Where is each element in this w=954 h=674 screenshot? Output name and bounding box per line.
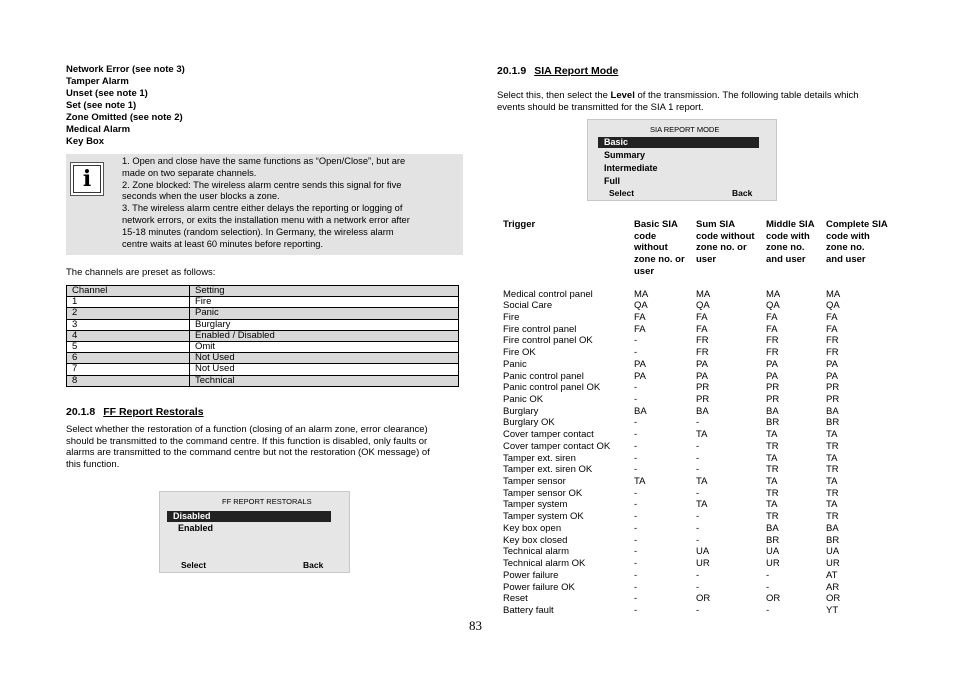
trigger-cell: Technical alarm xyxy=(503,546,569,558)
back-softkey[interactable]: Back xyxy=(303,560,324,570)
header-line: zone no. or xyxy=(696,242,747,254)
sum-cell: FA xyxy=(696,311,708,323)
complete-cell: UR xyxy=(826,558,840,570)
middle-cell: TA xyxy=(766,452,778,464)
sum-cell: - xyxy=(696,581,700,593)
header-line: code with xyxy=(826,230,870,242)
basic-cell: PA xyxy=(634,370,646,382)
section-number: 20.1.8 xyxy=(66,406,96,418)
sum-cell: - xyxy=(696,569,700,581)
middle-cell: BA xyxy=(766,522,779,534)
header-setting: Setting xyxy=(190,286,459,297)
complete-cell: TR xyxy=(826,464,839,476)
middle-cell: PR xyxy=(766,382,780,394)
header-line: without xyxy=(634,242,668,254)
trigger-cell: Reset xyxy=(503,593,528,605)
sum-cell: - xyxy=(696,464,700,476)
complete-cell: FR xyxy=(826,335,839,347)
complete-cell: BA xyxy=(826,405,839,417)
trigger-cell: Power failure xyxy=(503,569,559,581)
middle-cell: PA xyxy=(766,358,778,370)
section-number: 20.1.9 xyxy=(497,65,527,77)
basic-cell: - xyxy=(634,347,638,359)
preset-text: The channels are preset as follows: xyxy=(66,267,216,278)
middle-cell: TA xyxy=(766,499,778,511)
sum-cell: OR xyxy=(696,593,711,605)
complete-cell: TA xyxy=(826,452,838,464)
basic-cell: - xyxy=(634,511,638,523)
sum-cell: TA xyxy=(696,499,708,511)
complete-cell: FA xyxy=(826,311,838,323)
table-row xyxy=(503,406,903,418)
sia-paragraph xyxy=(497,90,859,113)
complete-cell: AT xyxy=(826,569,838,581)
trigger-cell: Key box closed xyxy=(503,534,568,546)
basic-cell: PA xyxy=(634,358,646,370)
sum-cell: PA xyxy=(696,370,708,382)
table-row xyxy=(503,558,903,570)
middle-cell: TR xyxy=(766,511,779,523)
sum-cell: - xyxy=(696,440,700,452)
complete-cell: PA xyxy=(826,370,838,382)
sum-cell: - xyxy=(696,604,700,616)
header-line: Basic SIA xyxy=(634,219,678,230)
table-row xyxy=(503,417,903,429)
trigger-cell: Panic control panel xyxy=(503,370,584,382)
channel-cell: 8 xyxy=(67,375,190,386)
note-line: made on two separate channels. xyxy=(122,167,257,178)
basic-cell: - xyxy=(634,487,638,499)
header-basic-sia xyxy=(634,219,685,278)
middle-cell: MA xyxy=(766,288,781,300)
table-row xyxy=(67,342,459,353)
note-line: 2. Zone blocked: The wireless alarm centre sends this signal for five xyxy=(122,179,402,190)
info-icon: i xyxy=(70,162,104,196)
table-row xyxy=(503,511,903,523)
table-row xyxy=(503,300,903,312)
setting-cell: Not Used xyxy=(190,364,459,375)
basic-cell: - xyxy=(634,335,638,347)
setting-cell: Enabled / Disabled xyxy=(190,330,459,341)
basic-cell: - xyxy=(634,429,638,441)
sum-cell: - xyxy=(696,511,700,523)
table-row xyxy=(503,312,903,324)
table-row xyxy=(503,464,903,476)
middle-cell: - xyxy=(766,581,770,593)
complete-cell: YT xyxy=(826,604,839,616)
event-item: Tamper Alarm xyxy=(66,76,129,87)
select-softkey[interactable]: Select xyxy=(181,560,207,570)
trigger-cell: Fire xyxy=(503,311,520,323)
page-number: 83 xyxy=(469,618,482,633)
option-full[interactable]: Full xyxy=(604,176,620,186)
section-title: SIA Report Mode xyxy=(534,65,619,77)
setting-cell: Not Used xyxy=(190,353,459,364)
event-item: Network Error (see note 3) xyxy=(66,64,185,75)
basic-cell: - xyxy=(634,393,638,405)
option-disabled[interactable]: Disabled xyxy=(167,511,331,522)
basic-cell: - xyxy=(634,593,638,605)
complete-cell: TR xyxy=(826,487,839,499)
complete-cell: PA xyxy=(826,358,838,370)
trigger-cell: Technical alarm OK xyxy=(503,558,586,570)
table-row xyxy=(67,297,459,308)
note-line: centre waits at least 60 minutes before reporting. xyxy=(122,238,324,249)
channel-cell: 7 xyxy=(67,364,190,375)
screen-title: FF REPORT RESTORALS xyxy=(222,497,312,506)
table-row xyxy=(503,593,903,605)
header-line: Complete SIA xyxy=(826,219,888,230)
table-row xyxy=(503,382,903,394)
select-softkey[interactable]: Select xyxy=(609,188,635,198)
sum-cell: - xyxy=(696,522,700,534)
table-row xyxy=(503,499,903,511)
trigger-cell: Panic OK xyxy=(503,393,544,405)
basic-cell: - xyxy=(634,546,638,558)
trigger-cell: Battery fault xyxy=(503,604,554,616)
ff-paragraph xyxy=(66,424,430,470)
complete-cell: MA xyxy=(826,288,841,300)
table-row xyxy=(503,523,903,535)
header-sum-sia xyxy=(696,219,755,266)
header-complete-sia xyxy=(826,219,888,266)
middle-cell: BR xyxy=(766,534,780,546)
middle-cell: - xyxy=(766,604,770,616)
middle-cell: - xyxy=(766,569,770,581)
sum-cell: BA xyxy=(696,405,709,417)
ff-section-heading xyxy=(66,406,204,418)
basic-cell: - xyxy=(634,440,638,452)
middle-cell: BR xyxy=(766,417,780,429)
header-channel: Channel xyxy=(67,286,190,297)
middle-cell: FR xyxy=(766,347,779,359)
setting-cell: Omit xyxy=(190,342,459,353)
note-line: seconds when the user blocks a zone. xyxy=(122,191,280,202)
event-item: Zone Omitted (see note 2) xyxy=(66,112,183,123)
table-row xyxy=(503,488,903,500)
trigger-cell: Fire OK xyxy=(503,347,536,359)
sum-cell: UA xyxy=(696,546,710,558)
table-row xyxy=(503,570,903,582)
header-line: zone no. xyxy=(826,242,865,254)
header-line: code xyxy=(634,230,657,242)
note-text xyxy=(122,156,454,250)
middle-cell: FA xyxy=(766,311,778,323)
trigger-cell: Cover tamper contact OK xyxy=(503,440,611,452)
table-row xyxy=(503,335,903,347)
trigger-cell: Tamper sensor xyxy=(503,476,566,488)
header-line: Trigger xyxy=(503,219,536,230)
option-enabled[interactable]: Enabled xyxy=(178,523,214,533)
note-line: 3. The wireless alarm centre either delays the reporting or logging of xyxy=(122,203,403,214)
header-line: user xyxy=(634,265,655,277)
sum-cell: TA xyxy=(696,476,708,488)
table-row xyxy=(503,441,903,453)
basic-cell: - xyxy=(634,534,638,546)
channel-cell: 1 xyxy=(67,297,190,308)
info-note-box xyxy=(66,154,463,255)
table-row xyxy=(503,324,903,336)
trigger-cell: Tamper ext. siren OK xyxy=(503,464,593,476)
trigger-cell: Burglary xyxy=(503,405,539,417)
channel-table xyxy=(66,285,459,387)
middle-cell: QA xyxy=(766,300,780,312)
sum-cell: PR xyxy=(696,393,710,405)
channel-cell: 4 xyxy=(67,330,190,341)
ff-report-restorals-screen xyxy=(159,491,350,573)
complete-cell: BR xyxy=(826,417,840,429)
basic-cell: - xyxy=(634,464,638,476)
middle-cell: OR xyxy=(766,593,781,605)
back-softkey[interactable]: Back xyxy=(732,188,753,198)
paragraph-line: this function. xyxy=(66,458,120,470)
trigger-cell: Panic xyxy=(503,358,527,370)
table-row xyxy=(503,546,903,558)
trigger-cell: Tamper ext. siren xyxy=(503,452,576,464)
sum-cell: FR xyxy=(696,347,709,359)
trigger-cell: Tamper system OK xyxy=(503,511,584,523)
complete-cell: QA xyxy=(826,300,840,312)
event-item: Medical Alarm xyxy=(66,124,131,135)
header-line: and user xyxy=(826,254,866,266)
sum-cell: FA xyxy=(696,323,708,335)
basic-cell: - xyxy=(634,417,638,429)
sum-cell: MA xyxy=(696,288,711,300)
note-line: 15-18 minutes (random selection). In Germany, the wireless alarm xyxy=(122,226,394,237)
sum-cell: UR xyxy=(696,558,710,570)
channel-cell: 6 xyxy=(67,353,190,364)
section-title: FF Report Restorals xyxy=(103,406,204,418)
table-row xyxy=(67,353,459,364)
channel-cell: 5 xyxy=(67,342,190,353)
paragraph-text: Select this, then select the xyxy=(497,90,611,101)
complete-cell: PR xyxy=(826,393,840,405)
middle-cell: TA xyxy=(766,476,778,488)
trigger-cell: Fire control panel OK xyxy=(503,335,593,347)
trigger-cell: Burglary OK xyxy=(503,417,555,429)
basic-cell: - xyxy=(634,569,638,581)
setting-cell: Fire xyxy=(190,297,459,308)
sum-cell: - xyxy=(696,417,700,429)
header-line: code with xyxy=(766,230,810,242)
note-line: 1. Open and close have the same functions as “Open/Close”, but are xyxy=(122,156,406,166)
header-line: zone no. xyxy=(766,242,805,254)
paragraph-line: alarms are transmitted to the command centre but not the restoration (OK message) of xyxy=(66,447,430,459)
middle-cell: FA xyxy=(766,323,778,335)
table-row xyxy=(503,394,903,406)
header-line: user xyxy=(696,254,717,266)
sum-cell: FR xyxy=(696,335,709,347)
paragraph-line: should be transmitted to the command centre. If this function is disabled, only faults or xyxy=(66,435,428,447)
complete-cell: UA xyxy=(826,546,840,558)
trigger-cell: Tamper sensor OK xyxy=(503,487,583,499)
table-row xyxy=(503,476,903,488)
header-line: code without xyxy=(696,230,755,242)
setting-cell: Burglary xyxy=(190,319,459,330)
table-row xyxy=(503,371,903,383)
table-row xyxy=(67,308,459,319)
complete-cell: TA xyxy=(826,476,838,488)
event-item: Unset (see note 1) xyxy=(66,88,148,99)
sum-cell: - xyxy=(696,487,700,499)
header-line: Middle SIA xyxy=(766,219,815,230)
option-basic[interactable]: Basic xyxy=(598,137,759,148)
complete-cell: FA xyxy=(826,323,838,335)
middle-cell: TR xyxy=(766,487,779,499)
middle-cell: PR xyxy=(766,393,780,405)
sum-cell: PA xyxy=(696,358,708,370)
sia-section-heading xyxy=(497,65,618,77)
sia-report-mode-screen xyxy=(587,119,777,201)
channel-cell: 2 xyxy=(67,308,190,319)
trigger-cell: Power failure OK xyxy=(503,581,575,593)
middle-cell: UR xyxy=(766,558,780,570)
middle-cell: UA xyxy=(766,546,780,558)
complete-cell: OR xyxy=(826,593,841,605)
basic-cell: - xyxy=(634,604,638,616)
sum-cell: PR xyxy=(696,382,710,394)
basic-cell: QA xyxy=(634,300,648,312)
setting-cell: Panic xyxy=(190,308,459,319)
option-intermediate[interactable]: Intermediate xyxy=(604,163,658,173)
header-line: Sum SIA xyxy=(696,219,736,230)
basic-cell: FA xyxy=(634,311,646,323)
header-line: and user xyxy=(766,254,806,266)
table-row xyxy=(503,429,903,441)
trigger-cell: Cover tamper contact xyxy=(503,429,594,441)
header-trigger xyxy=(503,219,535,231)
complete-cell: BR xyxy=(826,534,840,546)
complete-cell: AR xyxy=(826,581,840,593)
sum-cell: TA xyxy=(696,429,708,441)
screen-title: SIA REPORT MODE xyxy=(650,125,720,134)
table-row xyxy=(503,535,903,547)
paragraph-text: of the transmission. The following table details which xyxy=(634,90,859,101)
table-row xyxy=(503,582,903,594)
table-row xyxy=(503,359,903,371)
basic-cell: - xyxy=(634,522,638,534)
table-row xyxy=(67,375,459,386)
basic-cell: - xyxy=(634,581,638,593)
complete-cell: PR xyxy=(826,382,840,394)
paragraph-line: Select whether the restoration of a function (closing of an alarm zone, error clearance) xyxy=(66,424,428,435)
complete-cell: TR xyxy=(826,440,839,452)
middle-cell: TA xyxy=(766,429,778,441)
middle-cell: BA xyxy=(766,405,779,417)
trigger-cell: Key box open xyxy=(503,522,562,534)
sum-cell: - xyxy=(696,452,700,464)
table-row xyxy=(67,319,459,330)
complete-cell: TR xyxy=(826,511,839,523)
middle-cell: TR xyxy=(766,440,779,452)
table-row xyxy=(67,330,459,341)
complete-cell: FR xyxy=(826,347,839,359)
channel-cell: 3 xyxy=(67,319,190,330)
complete-cell: TA xyxy=(826,429,838,441)
table-row xyxy=(503,453,903,465)
header-middle-sia xyxy=(766,219,815,266)
table-header-row xyxy=(67,286,459,297)
paragraph-bold: Level xyxy=(610,90,635,101)
table-row xyxy=(67,364,459,375)
basic-cell: - xyxy=(634,452,638,464)
event-item: Key Box xyxy=(66,136,105,147)
table-row xyxy=(503,605,903,617)
header-line: zone no. or xyxy=(634,254,685,266)
trigger-cell: Social Care xyxy=(503,300,553,312)
option-summary[interactable]: Summary xyxy=(604,150,646,160)
paragraph-line: events should be transmitted for the SIA 1 report. xyxy=(497,101,704,113)
middle-cell: FR xyxy=(766,335,779,347)
table-row xyxy=(503,289,903,301)
basic-cell: MA xyxy=(634,288,649,300)
complete-cell: BA xyxy=(826,522,839,534)
event-item: Set (see note 1) xyxy=(66,100,137,111)
basic-cell: - xyxy=(634,382,638,394)
basic-cell: BA xyxy=(634,405,647,417)
trigger-cell: Panic control panel OK xyxy=(503,382,601,394)
table-row xyxy=(503,347,903,359)
middle-cell: TR xyxy=(766,464,779,476)
basic-cell: TA xyxy=(634,476,646,488)
sum-cell: QA xyxy=(696,300,710,312)
sum-cell: - xyxy=(696,534,700,546)
setting-cell: Technical xyxy=(190,375,459,386)
complete-cell: TA xyxy=(826,499,838,511)
note-line: network errors, or exits the installation menu with a network error after xyxy=(122,214,410,225)
trigger-cell: Tamper system xyxy=(503,499,568,511)
trigger-cell: Medical control panel xyxy=(503,288,593,300)
middle-cell: PA xyxy=(766,370,778,382)
basic-cell: - xyxy=(634,499,638,511)
basic-cell: FA xyxy=(634,323,646,335)
event-list xyxy=(66,64,185,148)
basic-cell: - xyxy=(634,558,638,570)
trigger-cell: Fire control panel xyxy=(503,323,577,335)
